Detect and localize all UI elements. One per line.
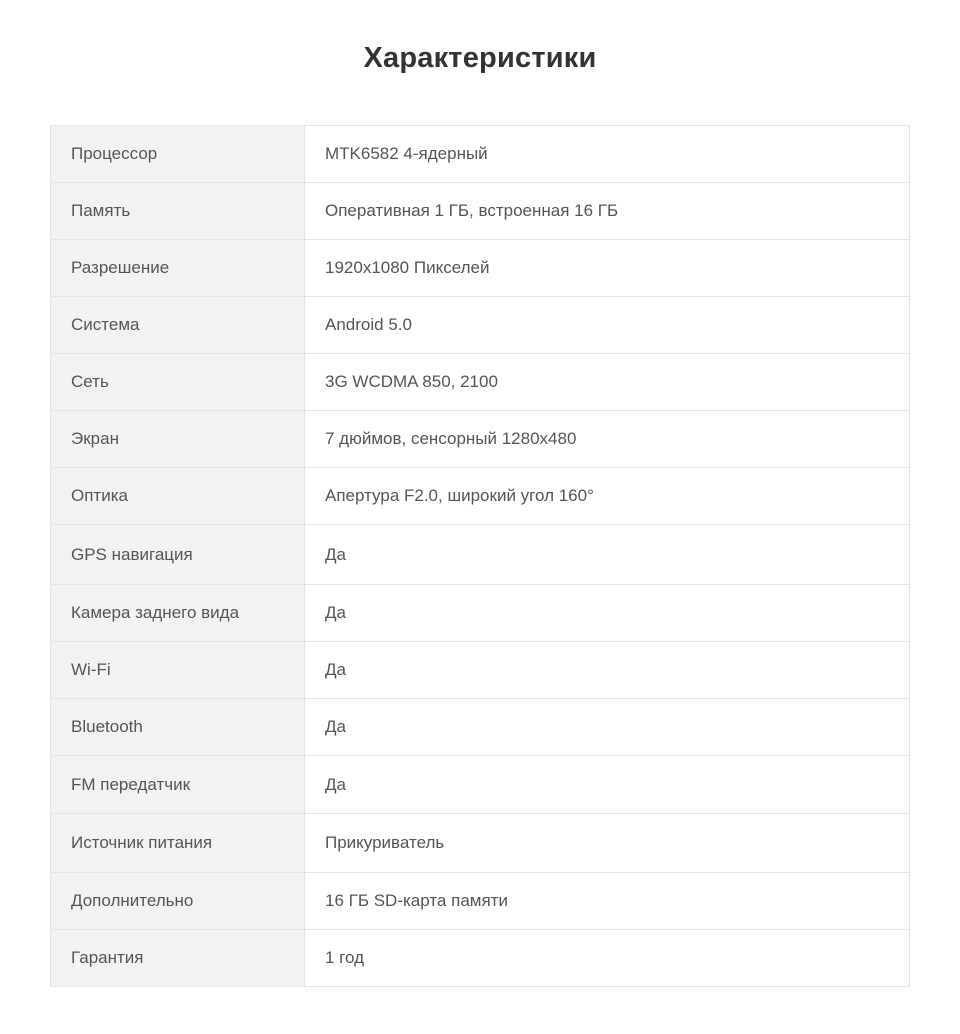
spec-row — [51, 240, 909, 297]
spec-row — [51, 642, 909, 699]
spec-value: Android 5.0 — [305, 297, 909, 353]
spec-label: Система — [51, 297, 305, 353]
spec-label: Дополнительно — [51, 873, 305, 929]
spec-value: 1 год — [305, 930, 909, 986]
spec-value: 7 дюймов, сенсорный 1280x480 — [305, 411, 909, 467]
spec-row — [51, 699, 909, 756]
spec-value: Да — [305, 585, 909, 641]
spec-label: Оптика — [51, 468, 305, 524]
page-title: Характеристики — [363, 42, 597, 74]
spec-label: Камера заднего вида — [51, 585, 305, 641]
spec-row — [51, 585, 909, 642]
spec-row — [51, 183, 909, 240]
spec-table — [50, 125, 910, 987]
spec-label: Разрешение — [51, 240, 305, 296]
spec-row — [51, 873, 909, 930]
spec-value: Апертура F2.0, широкий угол 160° — [305, 468, 909, 524]
spec-label: Источник питания — [51, 814, 305, 872]
spec-row — [51, 297, 909, 354]
spec-row — [51, 756, 909, 814]
spec-label: FM передатчик — [51, 756, 305, 813]
spec-value: MTK6582 4-ядерный — [305, 126, 909, 182]
spec-label: Гарантия — [51, 930, 305, 986]
spec-row — [51, 468, 909, 525]
spec-row — [51, 126, 909, 183]
spec-label: Память — [51, 183, 305, 239]
spec-row — [51, 814, 909, 873]
spec-label: Bluetooth — [51, 699, 305, 755]
spec-value: 3G WCDMA 850, 2100 — [305, 354, 909, 410]
spec-row — [51, 525, 909, 585]
spec-value: Прикуриватель — [305, 814, 909, 872]
spec-value: Оперативная 1 ГБ, встроенная 16 ГБ — [305, 183, 909, 239]
spec-label: Экран — [51, 411, 305, 467]
spec-label: Wi-Fi — [51, 642, 305, 698]
spec-row — [51, 930, 909, 987]
spec-row — [51, 354, 909, 411]
spec-value: Да — [305, 756, 909, 813]
spec-label: Сеть — [51, 354, 305, 410]
spec-value: Да — [305, 642, 909, 698]
spec-value: Да — [305, 525, 909, 584]
spec-value: 1920x1080 Пикселей — [305, 240, 909, 296]
spec-value: Да — [305, 699, 909, 755]
spec-row — [51, 411, 909, 468]
spec-label: GPS навигация — [51, 525, 305, 584]
spec-label: Процессор — [51, 126, 305, 182]
spec-value: 16 ГБ SD-карта памяти — [305, 873, 909, 929]
